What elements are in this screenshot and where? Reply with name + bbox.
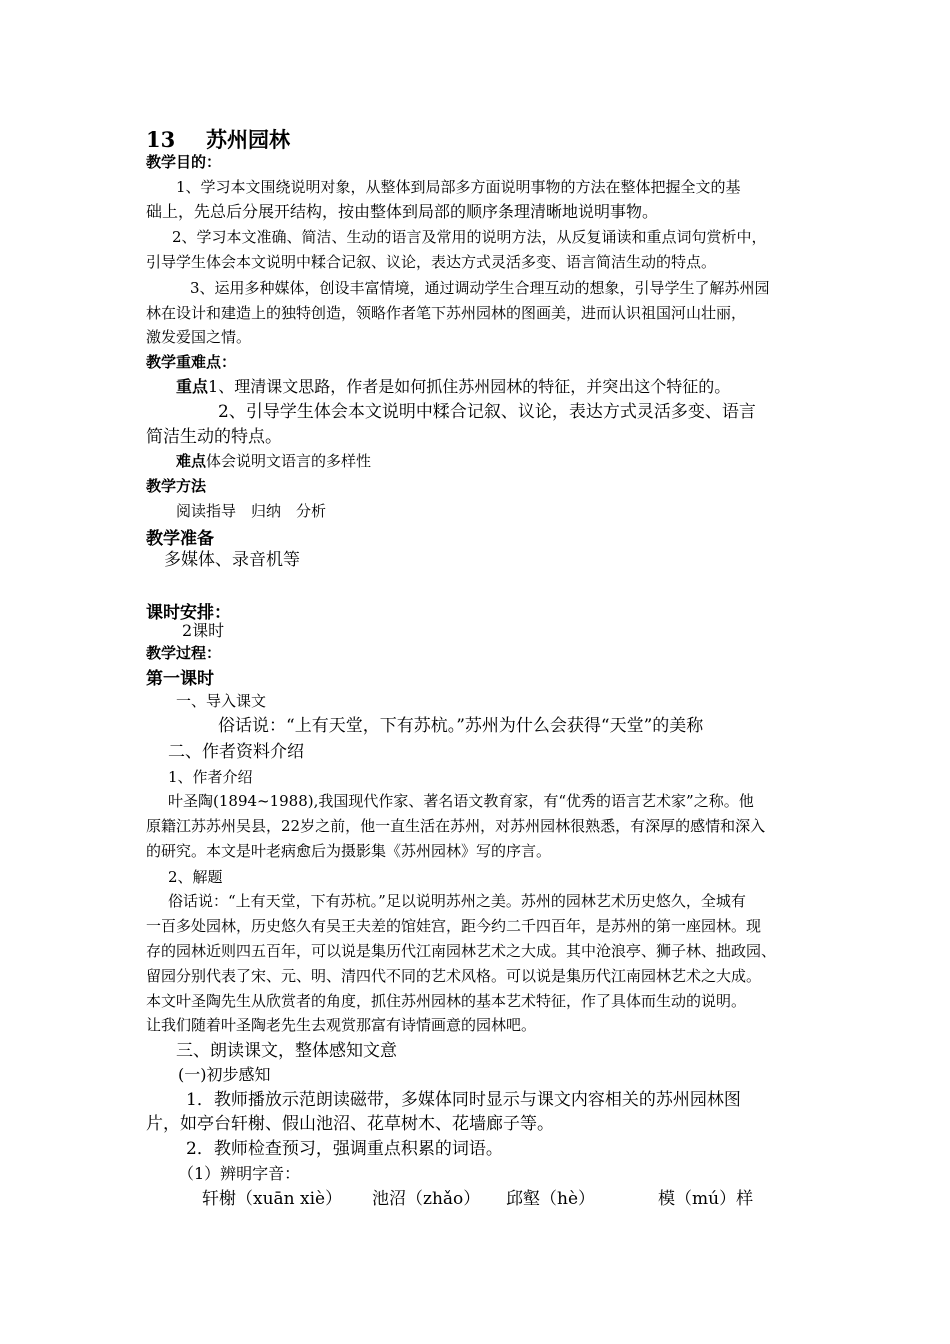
goal-2-line-2: 引导学生体会本文说明中糅合记叙、议论，表达方式灵活多变、语言简洁生动的特点。 xyxy=(146,253,717,271)
goal-1-line-1: 1、学习本文围绕说明对象，从整体到局部多方面说明事物的方法在整体把握全文的基 xyxy=(176,178,741,196)
keypoint-1-text: 1、理清课文思路，作者是如何抓住苏州园林的特征，并突出这个特征的。 xyxy=(208,377,731,396)
author-line-1: 叶圣陶(1894~1988),我国现代作家、著名语文教育家，有“优秀的语言艺术家”之称。他 xyxy=(168,792,754,810)
goal-3-line-1: 3、运用多种媒体，创设丰富情境，通过调动学生合理互动的想象，引导学生了解苏州园 xyxy=(190,279,770,297)
reading-1-line-2: 片，如亭台轩榭、假山池沼、花草树木、花墙廊子等。 xyxy=(146,1114,554,1134)
title-explain-line-6: 让我们随着叶圣陶老先生去观赏那富有诗情画意的园林吧。 xyxy=(146,1016,537,1034)
goal-3-line-2: 林在设计和建造上的独特创造，领略作者笔下苏州园林的图画美，进而认识祖国河山壮丽， xyxy=(146,304,747,322)
goals-heading: 教学目的： xyxy=(146,153,222,171)
title-explain-line-1: 俗话说：“上有天堂，下有苏杭。”足以说明苏州之美。苏州的园林艺术历史悠久，全城有 xyxy=(168,892,746,910)
process-heading: 教学过程： xyxy=(146,644,222,662)
section-3-subheading: (一)初步感知 xyxy=(178,1065,271,1084)
title-explain-line-2: 一百多处园林，历史悠久有吴王夫差的馆娃宫，距今约二千四百年，是苏州的第一座园林。现 xyxy=(146,917,762,935)
schedule-text: 2课时 xyxy=(182,621,225,640)
schedule-heading: 课时安排： xyxy=(146,603,231,623)
keypoint-2-line-2: 简洁生动的特点。 xyxy=(146,427,282,447)
difficulty-label: 难点 xyxy=(176,452,207,470)
method-heading: 教学方法 xyxy=(146,477,207,495)
pronunciation-heading: （1）辨明字音： xyxy=(178,1164,301,1183)
difficulty xyxy=(176,450,371,472)
section-1-heading: 一、导入课文 xyxy=(176,692,267,710)
word-4: 模（mú）样 xyxy=(658,1189,754,1209)
author-line-2: 原籍江苏苏州吴县，22岁之前，他一直生活在苏州，对苏州园林很熟悉，有深厚的感情和深入 xyxy=(146,817,766,835)
keypoint-1 xyxy=(176,375,730,399)
title-explain-line-4: 留园分别代表了宋、元、明、清四代不同的艺术风格。可以说是集历代江南园林艺术之大成。 xyxy=(146,967,762,985)
author-line-3: 的研究。本文是叶老病愈后为摄影集《苏州园林》写的序言。 xyxy=(146,842,552,860)
lesson-1-heading: 第一课时 xyxy=(146,669,214,689)
lesson-title xyxy=(146,124,290,154)
difficulty-text: 体会说明文语言的多样性 xyxy=(206,452,372,470)
prep-text: 多媒体、录音机等 xyxy=(164,550,300,570)
section-2-2-heading: 2、解题 xyxy=(168,868,223,886)
reading-1-line-1: 1．教师播放示范朗读磁带，多媒体同时显示与课文内容相关的苏州园林图 xyxy=(186,1090,741,1110)
reading-2: 2．教师检查预习，强调重点积累的词语。 xyxy=(186,1139,503,1159)
goal-3-line-3: 激发爱国之情。 xyxy=(146,328,252,346)
word-1: 轩榭（xuān xiè） xyxy=(202,1189,343,1209)
goal-1-line-2: 础上，先总后分展开结构，按由整体到局部的顺序条理清晰地说明事物。 xyxy=(146,202,659,221)
goal-2-line-1: 2、学习本文准确、简洁、生动的语言及常用的说明方法，从反复诵读和重点词句赏析中， xyxy=(172,228,767,246)
method-text: 阅读指导 归纳 分析 xyxy=(176,502,327,520)
word-3: 邱壑（hè） xyxy=(506,1189,596,1209)
keypoint-label: 重点 xyxy=(176,377,209,396)
section-1-text: 俗话说：“上有天堂，下有苏杭。”苏州为什么会获得“天堂”的美称 xyxy=(218,716,704,736)
keypoint-2-line-1: 2、引导学生体会本文说明中糅合记叙、议论，表达方式灵活多变、语言 xyxy=(218,402,756,422)
title-explain-line-3: 存的园林近则四五百年，可以说是集历代江南园林艺术之大成。其中沧浪亭、狮子林、拙政园、 xyxy=(146,942,777,960)
keypoints-heading: 教学重难点： xyxy=(146,353,237,371)
word-2: 池沼（zhǎo） xyxy=(372,1189,481,1209)
lesson-title-text: 苏州园林 xyxy=(206,127,290,152)
section-2-heading: 二、作者资料介绍 xyxy=(168,742,304,762)
lesson-number: 13 xyxy=(146,127,176,152)
section-2-1-heading: 1、作者介绍 xyxy=(168,768,253,786)
prep-heading: 教学准备 xyxy=(146,529,214,549)
section-3-heading: 三、朗读课文，整体感知文意 xyxy=(176,1041,397,1061)
title-explain-line-5: 本文叶圣陶先生从欣赏者的角度，抓住苏州园林的基本艺术特征，作了具体而生动的说明。 xyxy=(146,992,747,1010)
